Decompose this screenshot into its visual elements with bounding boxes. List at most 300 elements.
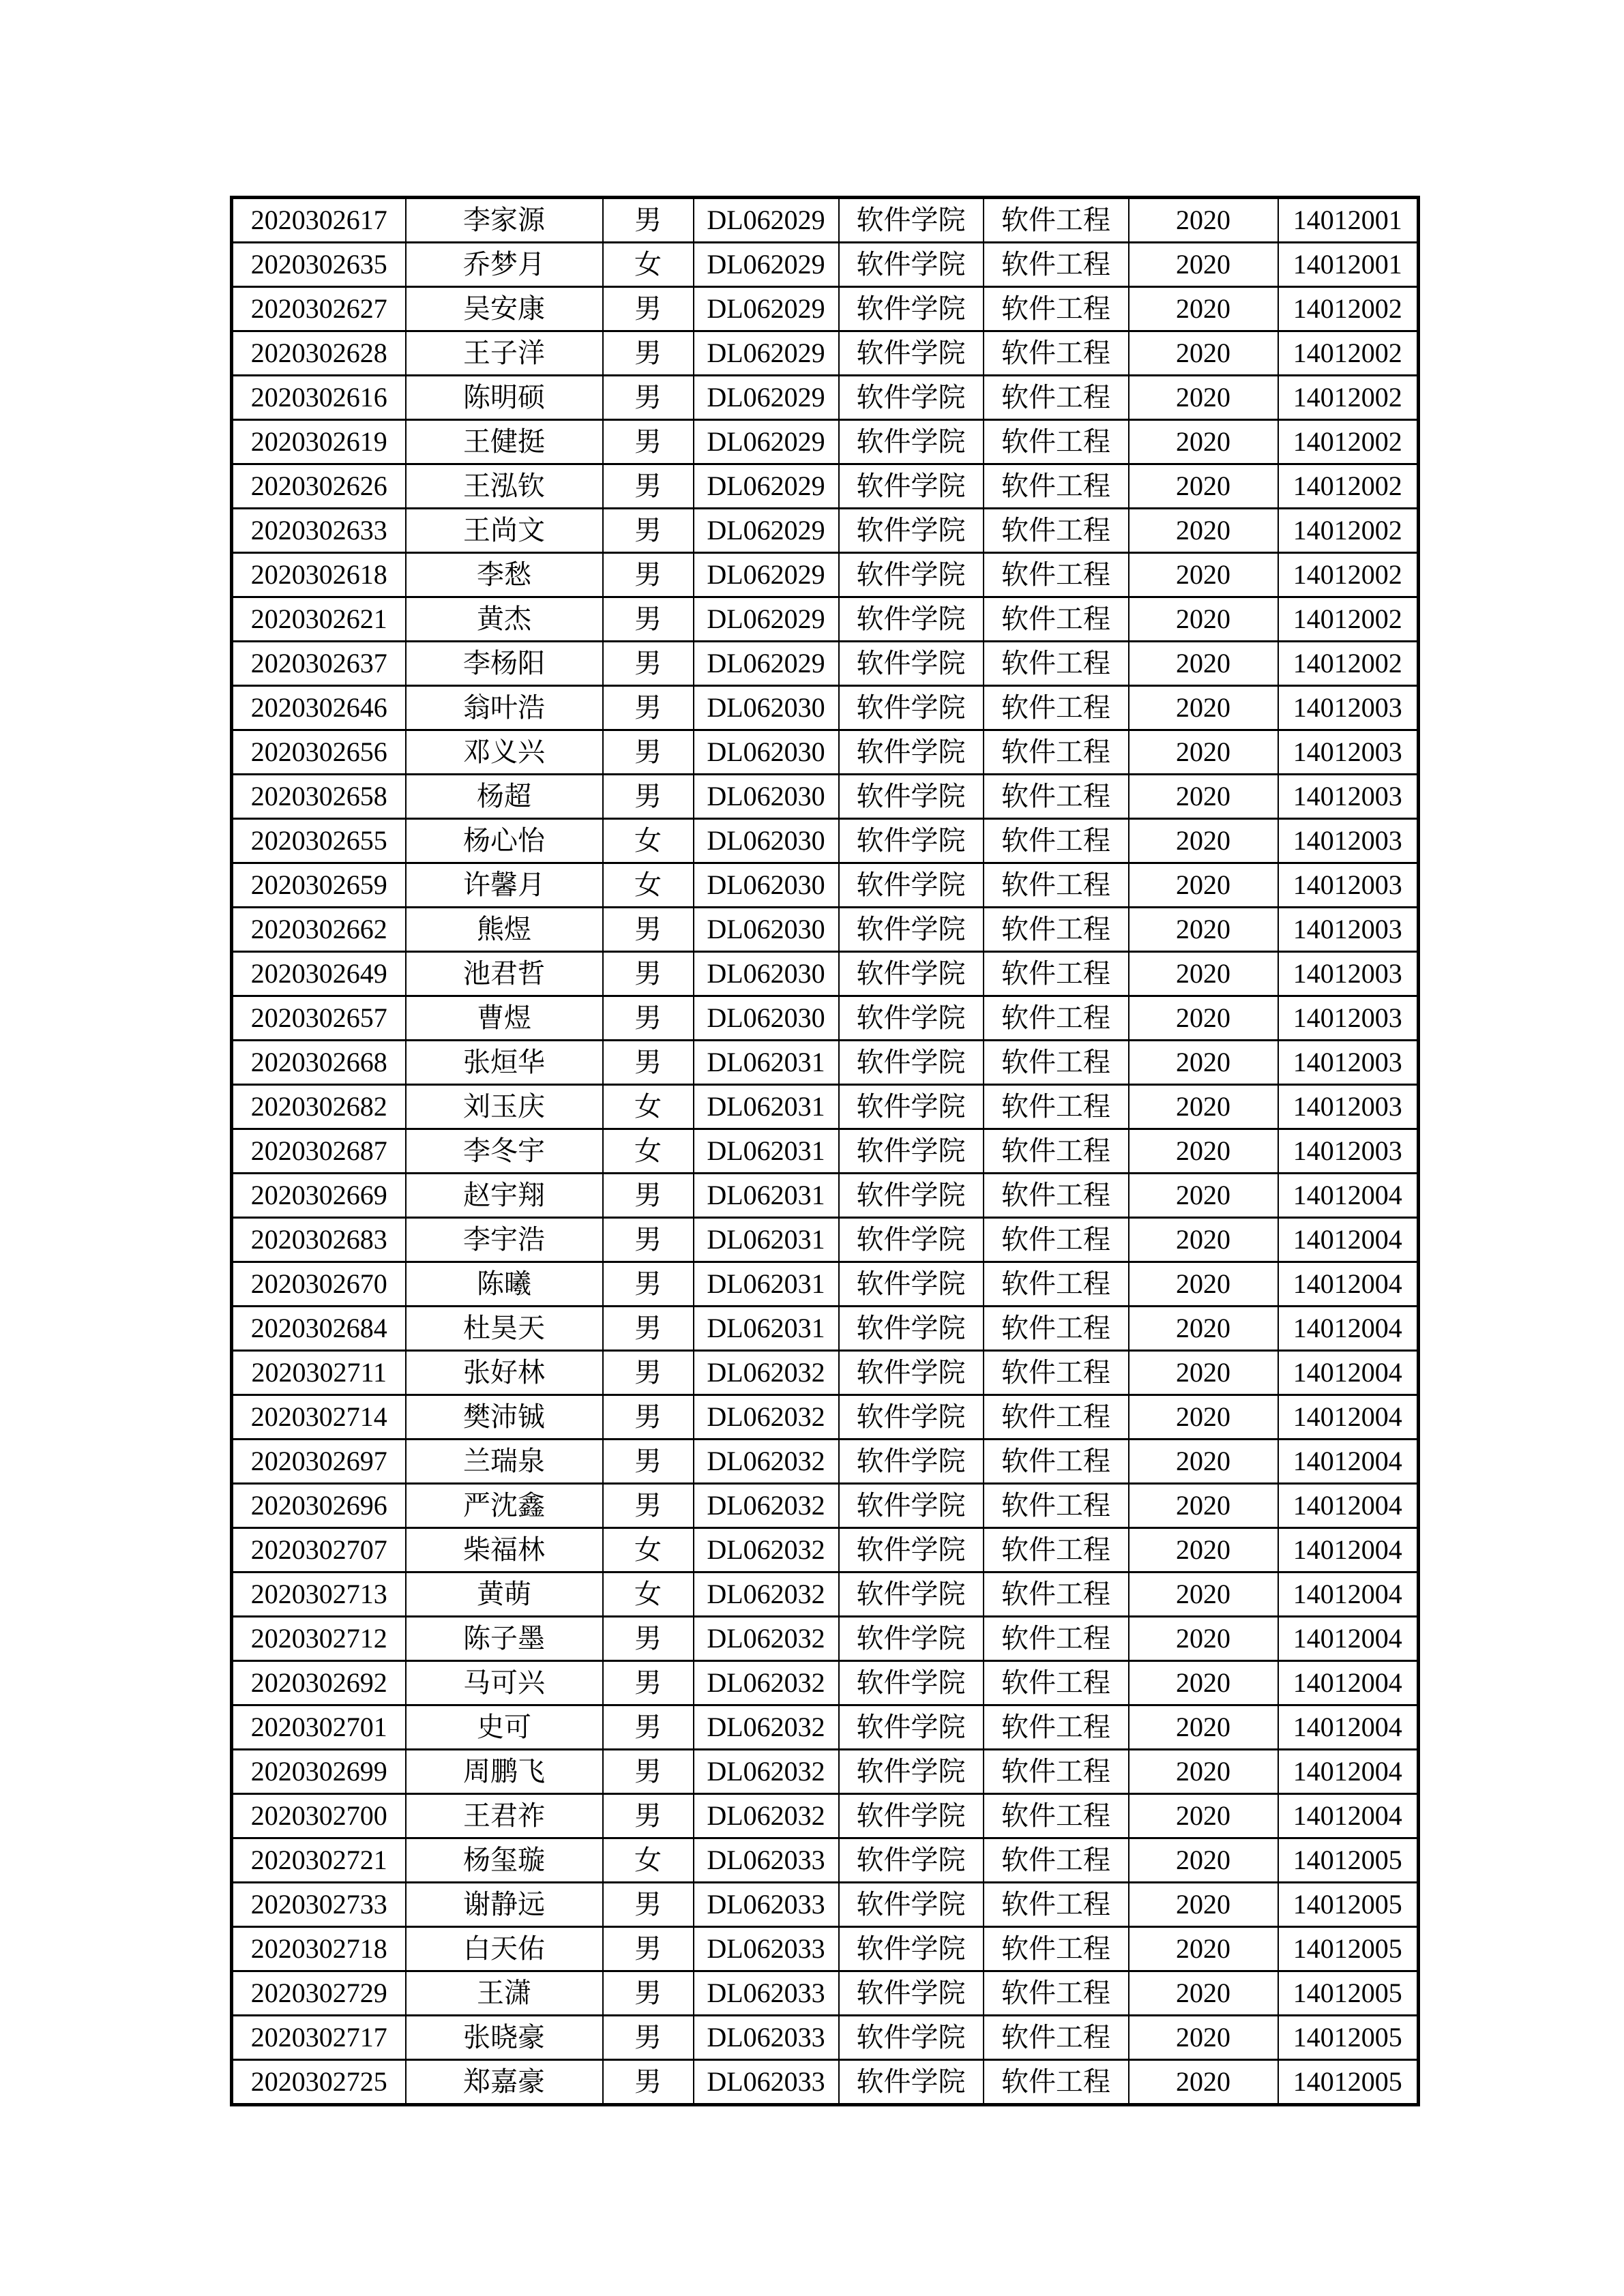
table-row: [232, 287, 1419, 331]
cell-class-code: DL062033: [694, 2016, 839, 2060]
cell-class-code: DL062032: [694, 1794, 839, 1838]
cell-student-id: 2020302683: [232, 1218, 406, 1262]
cell-student-name: 黄杰: [406, 597, 603, 642]
cell-class-code: DL062031: [694, 1218, 839, 1262]
cell-student-name: 杨超: [406, 775, 603, 819]
cell-class-code: DL062032: [694, 1528, 839, 1572]
cell-major: 软件工程: [984, 198, 1129, 243]
cell-student-id: 2020302662: [232, 908, 406, 952]
cell-enroll-year: 2020: [1129, 1705, 1278, 1750]
cell-enroll-year: 2020: [1129, 863, 1278, 908]
cell-gender: 男: [603, 597, 694, 642]
cell-student-name: 许馨月: [406, 863, 603, 908]
cell-class-code: DL062032: [694, 1572, 839, 1617]
cell-group-code: 14012004: [1278, 1307, 1419, 1351]
cell-college: 软件学院: [839, 1971, 984, 2016]
cell-class-code: DL062030: [694, 908, 839, 952]
cell-class-code: DL062033: [694, 1883, 839, 1927]
cell-college: 软件学院: [839, 331, 984, 376]
cell-major: 软件工程: [984, 1041, 1129, 1085]
cell-student-name: 樊沛铖: [406, 1395, 603, 1440]
cell-class-code: DL062029: [694, 420, 839, 464]
cell-gender: 男: [603, 1750, 694, 1794]
cell-major: 软件工程: [984, 287, 1129, 331]
table-row: [232, 686, 1419, 730]
cell-group-code: 14012004: [1278, 1617, 1419, 1661]
table-row: [232, 1883, 1419, 1927]
cell-group-code: 14012002: [1278, 376, 1419, 420]
cell-student-id: 2020302670: [232, 1262, 406, 1307]
cell-major: 软件工程: [984, 1129, 1129, 1174]
cell-enroll-year: 2020: [1129, 287, 1278, 331]
cell-student-id: 2020302649: [232, 952, 406, 996]
cell-student-id: 2020302684: [232, 1307, 406, 1351]
cell-class-code: DL062032: [694, 1395, 839, 1440]
table-row: [232, 996, 1419, 1041]
cell-college: 软件学院: [839, 243, 984, 287]
cell-group-code: 14012004: [1278, 1750, 1419, 1794]
cell-gender: 女: [603, 1838, 694, 1883]
cell-student-name: 陈曦: [406, 1262, 603, 1307]
cell-student-name: 陈明硕: [406, 376, 603, 420]
table-row: [232, 1484, 1419, 1528]
cell-group-code: 14012004: [1278, 1262, 1419, 1307]
table-row: [232, 1351, 1419, 1395]
cell-major: 软件工程: [984, 597, 1129, 642]
cell-college: 软件学院: [839, 819, 984, 863]
cell-student-id: 2020302687: [232, 1129, 406, 1174]
cell-college: 软件学院: [839, 1440, 984, 1484]
cell-major: 软件工程: [984, 1838, 1129, 1883]
cell-college: 软件学院: [839, 686, 984, 730]
cell-gender: 男: [603, 198, 694, 243]
cell-gender: 女: [603, 243, 694, 287]
table-row: [232, 553, 1419, 597]
cell-major: 软件工程: [984, 1218, 1129, 1262]
cell-gender: 男: [603, 1262, 694, 1307]
cell-gender: 女: [603, 863, 694, 908]
cell-gender: 男: [603, 1307, 694, 1351]
cell-gender: 男: [603, 1617, 694, 1661]
cell-gender: 男: [603, 775, 694, 819]
cell-student-id: 2020302718: [232, 1927, 406, 1971]
cell-group-code: 14012003: [1278, 730, 1419, 775]
cell-major: 软件工程: [984, 1971, 1129, 2016]
cell-gender: 男: [603, 509, 694, 553]
cell-gender: 男: [603, 952, 694, 996]
table-row: [232, 1617, 1419, 1661]
cell-student-name: 张晓豪: [406, 2016, 603, 2060]
table-row: [232, 2016, 1419, 2060]
cell-student-id: 2020302657: [232, 996, 406, 1041]
cell-student-id: 2020302701: [232, 1705, 406, 1750]
cell-class-code: DL062029: [694, 198, 839, 243]
cell-student-id: 2020302713: [232, 1572, 406, 1617]
cell-enroll-year: 2020: [1129, 908, 1278, 952]
cell-student-id: 2020302626: [232, 464, 406, 509]
cell-student-id: 2020302628: [232, 331, 406, 376]
cell-class-code: DL062032: [694, 1351, 839, 1395]
cell-college: 软件学院: [839, 1794, 984, 1838]
cell-enroll-year: 2020: [1129, 243, 1278, 287]
cell-group-code: 14012002: [1278, 287, 1419, 331]
cell-major: 软件工程: [984, 908, 1129, 952]
cell-student-id: 2020302669: [232, 1174, 406, 1218]
cell-college: 软件学院: [839, 1528, 984, 1572]
cell-group-code: 14012004: [1278, 1661, 1419, 1705]
cell-class-code: DL062032: [694, 1661, 839, 1705]
cell-gender: 男: [603, 1883, 694, 1927]
cell-class-code: DL062031: [694, 1174, 839, 1218]
cell-student-name: 严沈鑫: [406, 1484, 603, 1528]
cell-major: 软件工程: [984, 1927, 1129, 1971]
cell-student-id: 2020302725: [232, 2060, 406, 2105]
cell-student-name: 杨玺璇: [406, 1838, 603, 1883]
cell-enroll-year: 2020: [1129, 1395, 1278, 1440]
cell-major: 软件工程: [984, 1794, 1129, 1838]
cell-major: 软件工程: [984, 509, 1129, 553]
cell-gender: 男: [603, 376, 694, 420]
cell-group-code: 14012004: [1278, 1351, 1419, 1395]
table-row: [232, 1927, 1419, 1971]
cell-gender: 女: [603, 1528, 694, 1572]
cell-student-name: 张烜华: [406, 1041, 603, 1085]
cell-group-code: 14012003: [1278, 863, 1419, 908]
table-row: [232, 1705, 1419, 1750]
cell-group-code: 14012002: [1278, 509, 1419, 553]
table-row: [232, 509, 1419, 553]
cell-student-id: 2020302717: [232, 2016, 406, 2060]
cell-college: 软件学院: [839, 952, 984, 996]
cell-gender: 男: [603, 1041, 694, 1085]
table-row: [232, 1307, 1419, 1351]
cell-student-name: 熊煜: [406, 908, 603, 952]
cell-class-code: DL062033: [694, 1927, 839, 1971]
cell-student-name: 邓义兴: [406, 730, 603, 775]
cell-enroll-year: 2020: [1129, 1174, 1278, 1218]
table-row: [232, 198, 1419, 243]
cell-college: 软件学院: [839, 1041, 984, 1085]
cell-gender: 男: [603, 730, 694, 775]
table-row: [232, 243, 1419, 287]
cell-student-id: 2020302646: [232, 686, 406, 730]
cell-gender: 男: [603, 1794, 694, 1838]
cell-college: 软件学院: [839, 775, 984, 819]
cell-college: 软件学院: [839, 376, 984, 420]
cell-gender: 男: [603, 1440, 694, 1484]
cell-college: 软件学院: [839, 553, 984, 597]
cell-enroll-year: 2020: [1129, 376, 1278, 420]
cell-student-name: 史可: [406, 1705, 603, 1750]
cell-group-code: 14012002: [1278, 553, 1419, 597]
cell-group-code: 14012003: [1278, 1041, 1419, 1085]
cell-gender: 男: [603, 1484, 694, 1528]
cell-class-code: DL062029: [694, 509, 839, 553]
cell-group-code: 14012005: [1278, 1883, 1419, 1927]
cell-enroll-year: 2020: [1129, 1218, 1278, 1262]
cell-student-id: 2020302619: [232, 420, 406, 464]
cell-enroll-year: 2020: [1129, 775, 1278, 819]
table-row: [232, 642, 1419, 686]
table-row: [232, 1085, 1419, 1129]
cell-enroll-year: 2020: [1129, 1661, 1278, 1705]
cell-major: 软件工程: [984, 1661, 1129, 1705]
cell-college: 软件学院: [839, 1484, 984, 1528]
cell-class-code: DL062030: [694, 730, 839, 775]
cell-gender: 男: [603, 1661, 694, 1705]
cell-group-code: 14012002: [1278, 597, 1419, 642]
cell-college: 软件学院: [839, 2060, 984, 2105]
cell-gender: 男: [603, 1705, 694, 1750]
cell-college: 软件学院: [839, 198, 984, 243]
cell-college: 软件学院: [839, 1218, 984, 1262]
cell-major: 软件工程: [984, 1572, 1129, 1617]
cell-student-id: 2020302707: [232, 1528, 406, 1572]
cell-college: 软件学院: [839, 1085, 984, 1129]
table-row: [232, 376, 1419, 420]
cell-enroll-year: 2020: [1129, 642, 1278, 686]
table-row: [232, 1174, 1419, 1218]
cell-college: 软件学院: [839, 1351, 984, 1395]
cell-student-name: 李宇浩: [406, 1218, 603, 1262]
cell-college: 软件学院: [839, 464, 984, 509]
cell-group-code: 14012004: [1278, 1484, 1419, 1528]
cell-major: 软件工程: [984, 1484, 1129, 1528]
cell-group-code: 14012002: [1278, 642, 1419, 686]
cell-student-id: 2020302658: [232, 775, 406, 819]
cell-college: 软件学院: [839, 1661, 984, 1705]
cell-student-name: 王尚文: [406, 509, 603, 553]
cell-student-id: 2020302617: [232, 198, 406, 243]
cell-gender: 男: [603, 553, 694, 597]
cell-gender: 男: [603, 1174, 694, 1218]
table-row: [232, 1528, 1419, 1572]
table-row: [232, 1838, 1419, 1883]
cell-major: 软件工程: [984, 863, 1129, 908]
cell-major: 软件工程: [984, 730, 1129, 775]
cell-class-code: DL062030: [694, 686, 839, 730]
cell-major: 软件工程: [984, 2060, 1129, 2105]
cell-student-name: 王子洋: [406, 331, 603, 376]
cell-group-code: 14012004: [1278, 1528, 1419, 1572]
table-row: [232, 1129, 1419, 1174]
cell-group-code: 14012005: [1278, 2060, 1419, 2105]
cell-group-code: 14012001: [1278, 243, 1419, 287]
cell-enroll-year: 2020: [1129, 1528, 1278, 1572]
cell-major: 软件工程: [984, 642, 1129, 686]
cell-major: 软件工程: [984, 420, 1129, 464]
cell-class-code: DL062029: [694, 597, 839, 642]
cell-student-id: 2020302721: [232, 1838, 406, 1883]
cell-student-name: 张好林: [406, 1351, 603, 1395]
cell-class-code: DL062029: [694, 642, 839, 686]
cell-gender: 男: [603, 2060, 694, 2105]
cell-college: 软件学院: [839, 1129, 984, 1174]
cell-student-id: 2020302733: [232, 1883, 406, 1927]
cell-enroll-year: 2020: [1129, 1307, 1278, 1351]
cell-student-id: 2020302711: [232, 1351, 406, 1395]
cell-group-code: 14012005: [1278, 1838, 1419, 1883]
table-row: [232, 1440, 1419, 1484]
cell-group-code: 14012003: [1278, 908, 1419, 952]
cell-enroll-year: 2020: [1129, 1041, 1278, 1085]
cell-group-code: 14012005: [1278, 2016, 1419, 2060]
cell-enroll-year: 2020: [1129, 1262, 1278, 1307]
cell-college: 软件学院: [839, 1617, 984, 1661]
cell-enroll-year: 2020: [1129, 819, 1278, 863]
cell-student-name: 李愁: [406, 553, 603, 597]
cell-group-code: 14012004: [1278, 1705, 1419, 1750]
cell-class-code: DL062029: [694, 553, 839, 597]
cell-college: 软件学院: [839, 420, 984, 464]
cell-gender: 男: [603, 642, 694, 686]
cell-enroll-year: 2020: [1129, 1129, 1278, 1174]
table-row: [232, 1572, 1419, 1617]
cell-class-code: DL062030: [694, 775, 839, 819]
table-row: [232, 331, 1419, 376]
cell-class-code: DL062031: [694, 1262, 839, 1307]
cell-college: 软件学院: [839, 1307, 984, 1351]
cell-group-code: 14012004: [1278, 1395, 1419, 1440]
cell-student-name: 柴福林: [406, 1528, 603, 1572]
table-row: [232, 908, 1419, 952]
cell-enroll-year: 2020: [1129, 686, 1278, 730]
table-row: [232, 1395, 1419, 1440]
cell-student-name: 郑嘉豪: [406, 2060, 603, 2105]
cell-group-code: 14012003: [1278, 686, 1419, 730]
student-roster-table: [230, 196, 1420, 2106]
cell-group-code: 14012002: [1278, 331, 1419, 376]
cell-college: 软件学院: [839, 287, 984, 331]
cell-enroll-year: 2020: [1129, 1484, 1278, 1528]
cell-college: 软件学院: [839, 1883, 984, 1927]
cell-class-code: DL062032: [694, 1440, 839, 1484]
cell-student-name: 吴安康: [406, 287, 603, 331]
cell-enroll-year: 2020: [1129, 464, 1278, 509]
cell-group-code: 14012003: [1278, 1129, 1419, 1174]
cell-class-code: DL062030: [694, 952, 839, 996]
cell-group-code: 14012004: [1278, 1440, 1419, 1484]
cell-student-id: 2020302655: [232, 819, 406, 863]
cell-group-code: 14012005: [1278, 1971, 1419, 2016]
cell-student-name: 杨心怡: [406, 819, 603, 863]
cell-group-code: 14012002: [1278, 464, 1419, 509]
cell-group-code: 14012001: [1278, 198, 1419, 243]
cell-class-code: DL062033: [694, 1838, 839, 1883]
cell-major: 软件工程: [984, 775, 1129, 819]
cell-enroll-year: 2020: [1129, 553, 1278, 597]
cell-group-code: 14012002: [1278, 420, 1419, 464]
cell-college: 软件学院: [839, 730, 984, 775]
cell-gender: 女: [603, 1572, 694, 1617]
table-row: [232, 730, 1419, 775]
cell-student-id: 2020302656: [232, 730, 406, 775]
cell-gender: 男: [603, 908, 694, 952]
cell-gender: 女: [603, 819, 694, 863]
cell-group-code: 14012003: [1278, 952, 1419, 996]
cell-enroll-year: 2020: [1129, 996, 1278, 1041]
cell-student-name: 黄萌: [406, 1572, 603, 1617]
cell-class-code: DL062032: [694, 1750, 839, 1794]
cell-class-code: DL062033: [694, 1971, 839, 2016]
cell-college: 软件学院: [839, 1705, 984, 1750]
cell-major: 软件工程: [984, 1395, 1129, 1440]
cell-student-name: 赵宇翔: [406, 1174, 603, 1218]
cell-group-code: 14012003: [1278, 775, 1419, 819]
cell-class-code: DL062031: [694, 1129, 839, 1174]
cell-enroll-year: 2020: [1129, 952, 1278, 996]
cell-class-code: DL062029: [694, 464, 839, 509]
cell-college: 软件学院: [839, 642, 984, 686]
cell-class-code: DL062031: [694, 1041, 839, 1085]
cell-student-name: 杜昊天: [406, 1307, 603, 1351]
cell-student-name: 马可兴: [406, 1661, 603, 1705]
cell-class-code: DL062029: [694, 287, 839, 331]
cell-enroll-year: 2020: [1129, 1617, 1278, 1661]
cell-student-id: 2020302616: [232, 376, 406, 420]
cell-student-name: 李杨阳: [406, 642, 603, 686]
cell-class-code: DL062031: [694, 1307, 839, 1351]
cell-major: 软件工程: [984, 686, 1129, 730]
cell-gender: 女: [603, 1085, 694, 1129]
cell-enroll-year: 2020: [1129, 1838, 1278, 1883]
cell-college: 软件学院: [839, 1174, 984, 1218]
cell-enroll-year: 2020: [1129, 1794, 1278, 1838]
cell-enroll-year: 2020: [1129, 1572, 1278, 1617]
cell-college: 软件学院: [839, 1750, 984, 1794]
cell-student-id: 2020302635: [232, 243, 406, 287]
table-row: [232, 597, 1419, 642]
cell-college: 软件学院: [839, 996, 984, 1041]
cell-college: 软件学院: [839, 1838, 984, 1883]
table-row: [232, 952, 1419, 996]
cell-major: 软件工程: [984, 2016, 1129, 2060]
cell-enroll-year: 2020: [1129, 2060, 1278, 2105]
cell-major: 软件工程: [984, 553, 1129, 597]
table-row: [232, 2060, 1419, 2105]
cell-student-id: 2020302729: [232, 1971, 406, 2016]
cell-college: 软件学院: [839, 1262, 984, 1307]
cell-student-id: 2020302618: [232, 553, 406, 597]
cell-student-name: 王君祚: [406, 1794, 603, 1838]
cell-major: 软件工程: [984, 1750, 1129, 1794]
cell-class-code: DL062029: [694, 331, 839, 376]
cell-student-name: 谢静远: [406, 1883, 603, 1927]
cell-enroll-year: 2020: [1129, 1971, 1278, 2016]
cell-major: 软件工程: [984, 464, 1129, 509]
cell-college: 软件学院: [839, 1395, 984, 1440]
cell-major: 软件工程: [984, 1617, 1129, 1661]
cell-class-code: DL062029: [694, 376, 839, 420]
cell-enroll-year: 2020: [1129, 1085, 1278, 1129]
cell-class-code: DL062030: [694, 996, 839, 1041]
cell-major: 软件工程: [984, 376, 1129, 420]
cell-enroll-year: 2020: [1129, 1440, 1278, 1484]
cell-student-id: 2020302696: [232, 1484, 406, 1528]
cell-college: 软件学院: [839, 863, 984, 908]
cell-group-code: 14012003: [1278, 819, 1419, 863]
cell-gender: 男: [603, 1218, 694, 1262]
cell-class-code: DL062033: [694, 2060, 839, 2105]
cell-student-id: 2020302627: [232, 287, 406, 331]
cell-student-name: 李家源: [406, 198, 603, 243]
cell-college: 软件学院: [839, 2016, 984, 2060]
cell-major: 软件工程: [984, 1528, 1129, 1572]
cell-class-code: DL062030: [694, 863, 839, 908]
cell-major: 软件工程: [984, 1262, 1129, 1307]
table-row: [232, 464, 1419, 509]
cell-major: 软件工程: [984, 1085, 1129, 1129]
